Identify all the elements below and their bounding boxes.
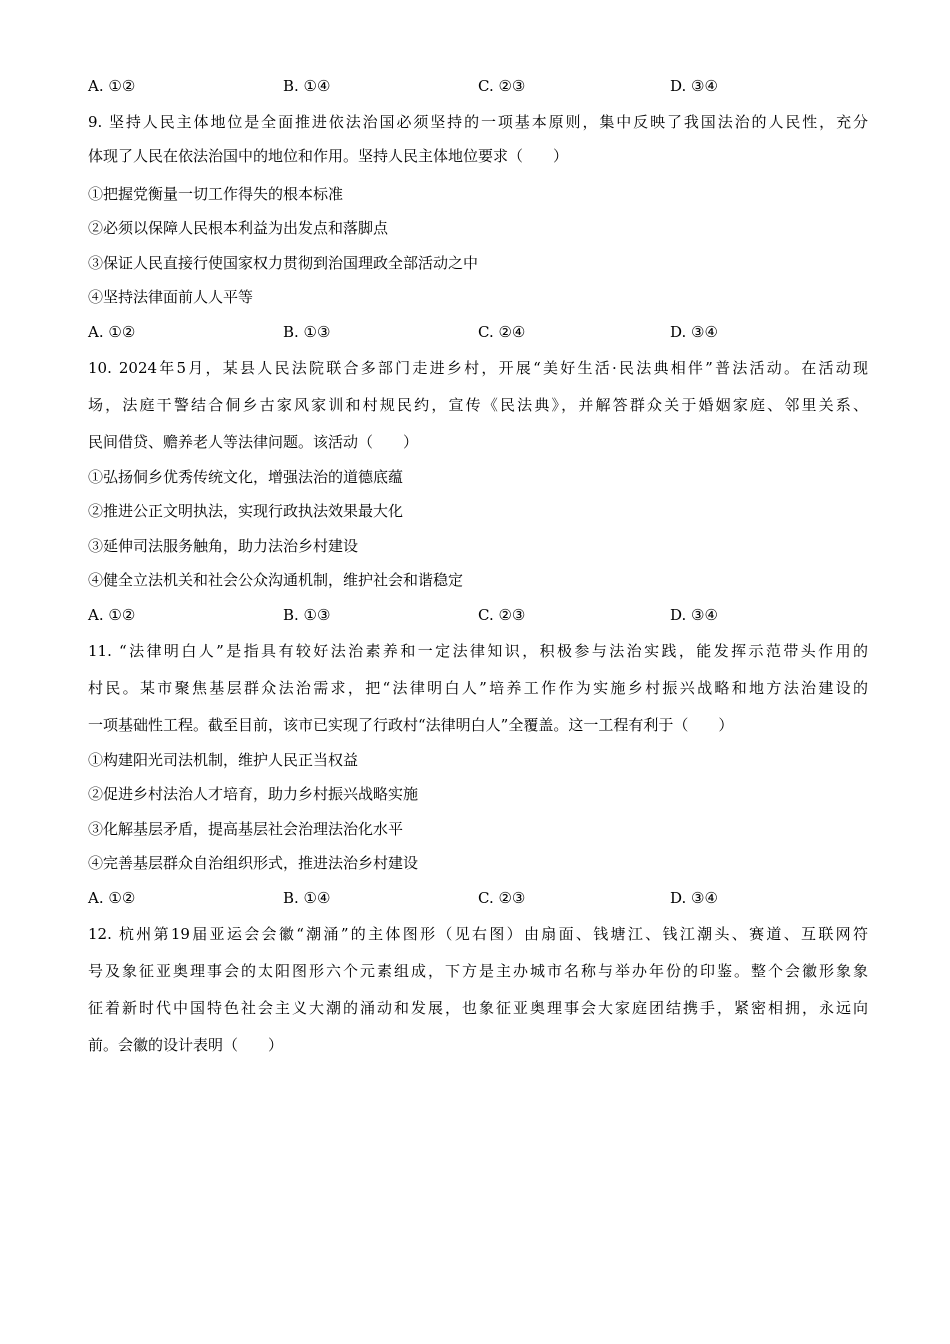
q9-stem — [88, 105, 868, 173]
q10-option-d[interactable]: D. ③④ — [670, 606, 718, 624]
q11-option-b[interactable]: B. ①④ — [283, 889, 331, 907]
q11-options — [88, 886, 868, 910]
q8-option-d[interactable]: D. ③④ — [670, 77, 718, 95]
q8-options — [88, 74, 868, 98]
q11-statement-2: ②促进乡村法治人才培育，助力乡村振兴战略实施 — [88, 785, 419, 803]
q10-stem-line-1: 10. 2024年5月，某县人民法院联合多部门走进乡村，开展“美好生活·民法典相伴”普法活动。在活动现 — [88, 359, 868, 377]
q9-stem-line-1: 9. 坚持人民主体地位是全面推进依法治国必须坚持的一项基本原则，集中反映了我国法治的人民性，充分 — [88, 113, 868, 131]
q12-stem — [88, 917, 868, 1062]
q9-statement-3: ③保证人民直接行使国家权力贯彻到治国理政全部活动之中 — [88, 254, 479, 272]
q10-stem-line-3: 民间借贷、赡养老人等法律问题。该活动（ ） — [88, 433, 419, 451]
q10-stem-line-2: 场，法庭干警结合侗乡古家风家训和村规民约，宣传《民法典》，并解答群众关于婚姻家庭、邻里关系、 — [88, 396, 868, 414]
q10-statement-3: ③延伸司法服务触角，助力法治乡村建设 — [88, 537, 359, 555]
q10-statement-1: ①弘扬侗乡优秀传统文化，增强法治的道德底蕴 — [88, 468, 404, 486]
q11-stem-line-1: 11. “法律明白人”是指具有较好法治素养和一定法律知识，积极参与法治实践，能发挥示范带头作用的 — [88, 642, 868, 660]
q11-statement-1: ①构建阳光司法机制，维护人民正当权益 — [88, 751, 359, 769]
q8-option-c[interactable]: C. ②③ — [478, 77, 526, 95]
q10-stem — [88, 351, 868, 459]
q9-options — [88, 320, 868, 344]
q9-statement-1: ①把握党衡量一切工作得失的根本标准 — [88, 185, 344, 203]
q12-stem-line-3: 征着新时代中国特色社会主义大潮的涌动和发展，也象征亚奥理事会大家庭团结携手，紧密相拥，永远向 — [88, 999, 868, 1017]
q10-option-a[interactable]: A. ①② — [88, 606, 136, 624]
q9-statement-2: ②必须以保障人民根本利益为出发点和落脚点 — [88, 219, 389, 237]
q11-stem-line-2: 村民。某市聚焦基层群众法治需求，把“法律明白人”培养工作作为实施乡村振兴战略和地方法治建设的 — [88, 679, 868, 697]
q8-option-b[interactable]: B. ①④ — [283, 77, 331, 95]
q12-stem-line-2: 号及象征亚奥理事会的太阳图形六个元素组成，下方是主办城市名称与举办年份的印鉴。整个会徽形象象 — [88, 962, 868, 980]
q9-option-c[interactable]: C. ②④ — [478, 323, 526, 341]
q10-options — [88, 603, 868, 627]
q11-option-c[interactable]: C. ②③ — [478, 889, 526, 907]
q9-statement-4: ④坚持法律面前人人平等 — [88, 288, 254, 306]
q10-statement-2: ②推进公正文明执法，实现行政执法效果最大化 — [88, 502, 404, 520]
q10-option-b[interactable]: B. ①③ — [283, 606, 331, 624]
q12-stem-line-4: 前。会徽的设计表明（ ） — [88, 1036, 284, 1054]
q10-option-c[interactable]: C. ②③ — [478, 606, 526, 624]
q10-statement-4: ④健全立法机关和社会公众沟通机制，维护社会和谐稳定 — [88, 571, 464, 589]
q9-option-a[interactable]: A. ①② — [88, 323, 136, 341]
q9-option-b[interactable]: B. ①③ — [283, 323, 331, 341]
q11-stem-line-3: 一项基础性工程。截至目前，该市已实现了行政村“法律明白人”全覆盖。这一工程有利于（ ） — [88, 716, 734, 734]
q9-stem-line-2: 体现了人民在依法治国中的地位和作用。坚持人民主体地位要求（ ） — [88, 147, 569, 165]
q11-option-d[interactable]: D. ③④ — [670, 889, 718, 907]
q11-statement-4: ④完善基层群众自治组织形式，推进法治乡村建设 — [88, 854, 419, 872]
q9-option-d[interactable]: D. ③④ — [670, 323, 718, 341]
q11-statement-3: ③化解基层矛盾，提高基层社会治理法治化水平 — [88, 820, 404, 838]
q12-stem-line-1: 12. 杭州第19届亚运会会徽“潮涌”的主体图形（见右图）由扇面、钱塘江、钱江潮头、赛道、互联网符 — [88, 925, 868, 943]
q8-option-a[interactable]: A. ①② — [88, 77, 136, 95]
q11-option-a[interactable]: A. ①② — [88, 889, 136, 907]
q11-stem — [88, 634, 868, 742]
